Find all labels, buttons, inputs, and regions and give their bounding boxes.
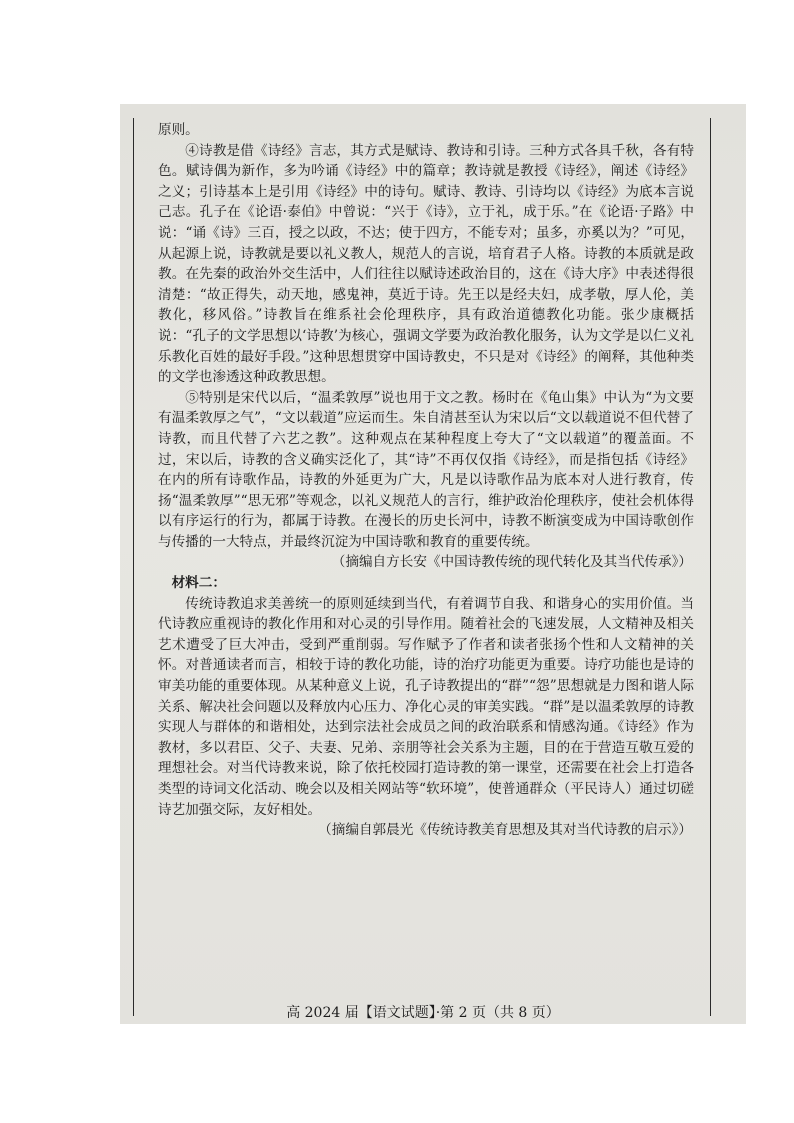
paragraph-5: ⑤特别是宋代以后，“温柔敦厚”说也用于文之教。杨时在《龟山集》中认为“为文要有温柔敦厚之气”，“文以载道”应运而生。朱自清甚至认为宋以后“文以载道说不但代替了诗教，而且代替了六艺之教”。这种观点在某种程度上夸大了“文以载道”的覆盖面。不过，宋以后，诗教的含义确实泛化了，其“诗”不再仅仅指《诗经》，而是指包括《诗经》在内的所有诗歌作品，诗教的外延更为广大，凡是以诗歌作品为底本对人进行教育，传扬“温柔敦厚”“思无邪”等观念，以礼义规范人的言行，维护政治伦理秩序，使社会机体得以有序运行的行为，都属于诗教。在漫长的历史长河中，诗教不断演变成为中国诗歌创作与传播的一大特点，并最终沉淀为中国诗歌和教育的重要传统。 [158,389,694,550]
exam-text-body [158,120,694,841]
paragraph-continuation: 原则。 [158,122,199,138]
right-margin-rule [710,118,711,1016]
material-two-heading: 材料二： [171,575,226,592]
left-margin-rule [133,118,134,1016]
exam-page-photo [120,104,746,1024]
page-footer: 高 2024 届【语文试题】·第 2 页（共 8 页） [286,1005,560,1021]
material-two-source: （摘编自郭晨光《传统诗教美育思想及其对当代诗教的启示》） [318,822,692,839]
material-one-source: （摘编自方长安《中国诗教传统的现代转化及其当代传承》） [331,554,692,571]
paragraph-4: ④诗教是借《诗经》言志，其方式是赋诗、教诗和引诗。三种方式各具千秋，各有特色。赋诗偶为新作，多为吟诵《诗经》中的篇章；教诗就是教授《诗经》，阐述《诗经》之义；引诗基本上是引用《诗经》中的诗句。赋诗、教诗、引诗均以《诗经》为底本言说己志。孔子在《论语·泰伯》中曾说：“兴于《诗》，立于礼，成于乐。”在《论语·子路》中说：“诵《诗》三百，授之以政，不达；使于四方，不能专对；虽多，亦奚以为？”可见，从起源上说，诗教就是要以礼义教人，规范人的言说，培育君子人格。诗教的本质就是政教。在先秦的政治外交生活中，人们往往以赋诗述政治目的，这在《诗大序》中表述得很清楚：“故正得失，动天地，感鬼神，莫近于诗。先王以是经夫妇，成孝敬，厚人伦，美教化，移风俗。”诗教旨在维系社会伦理秩序，具有政治道德教化功能。张少康概括说：“孔子的文学思想以‘诗教’为核心，强调文学要为政治教化服务，认为文学是以仁义礼乐教化百姓的最好手段。”这种思想贯穿中国诗教史，不只是对《诗经》的阐释，其他种类的文学也渗透这种政教思想。 [158,142,694,386]
material-two-paragraph: 传统诗教追求美善统一的原则延续到当代，有着调节自我、和谐身心的实用价值。当代诗教应重视诗的教化作用和对心灵的引导作用。随着社会的飞速发展，人文精神及相关艺术遭受了巨大冲击，受到严重削弱。写作赋予了作者和读者张扬个性和人文精神的关怀。对普通读者而言，相较于诗的教化功能，诗的治疗功能更为重要。诗疗功能也是诗的审美功能的重要体现。从某种意义上说，孔子诗教提出的“群”“怨”思想就是力图和谐人际关系、解决社会问题以及释放内心压力、净化心灵的审美实践。“群”是以温柔敦厚的诗教实现人与群体的和谐相处，达到宗法社会成员之间的政治联系和情感沟通。《诗经》作为教材，多以君臣、父子、夫妻、兄弟、亲朋等社会关系为主题，目的在于营造互敬互爱的理想社会。对当代诗教来说，除了依托校园打造诗教的第一课堂，还需要在社会上打造各类型的诗词文化活动、晚会以及相关网站等“软环境”，使普通群众（平民诗人）通过切磋诗艺加强交际，友好相处。 [158,595,694,818]
